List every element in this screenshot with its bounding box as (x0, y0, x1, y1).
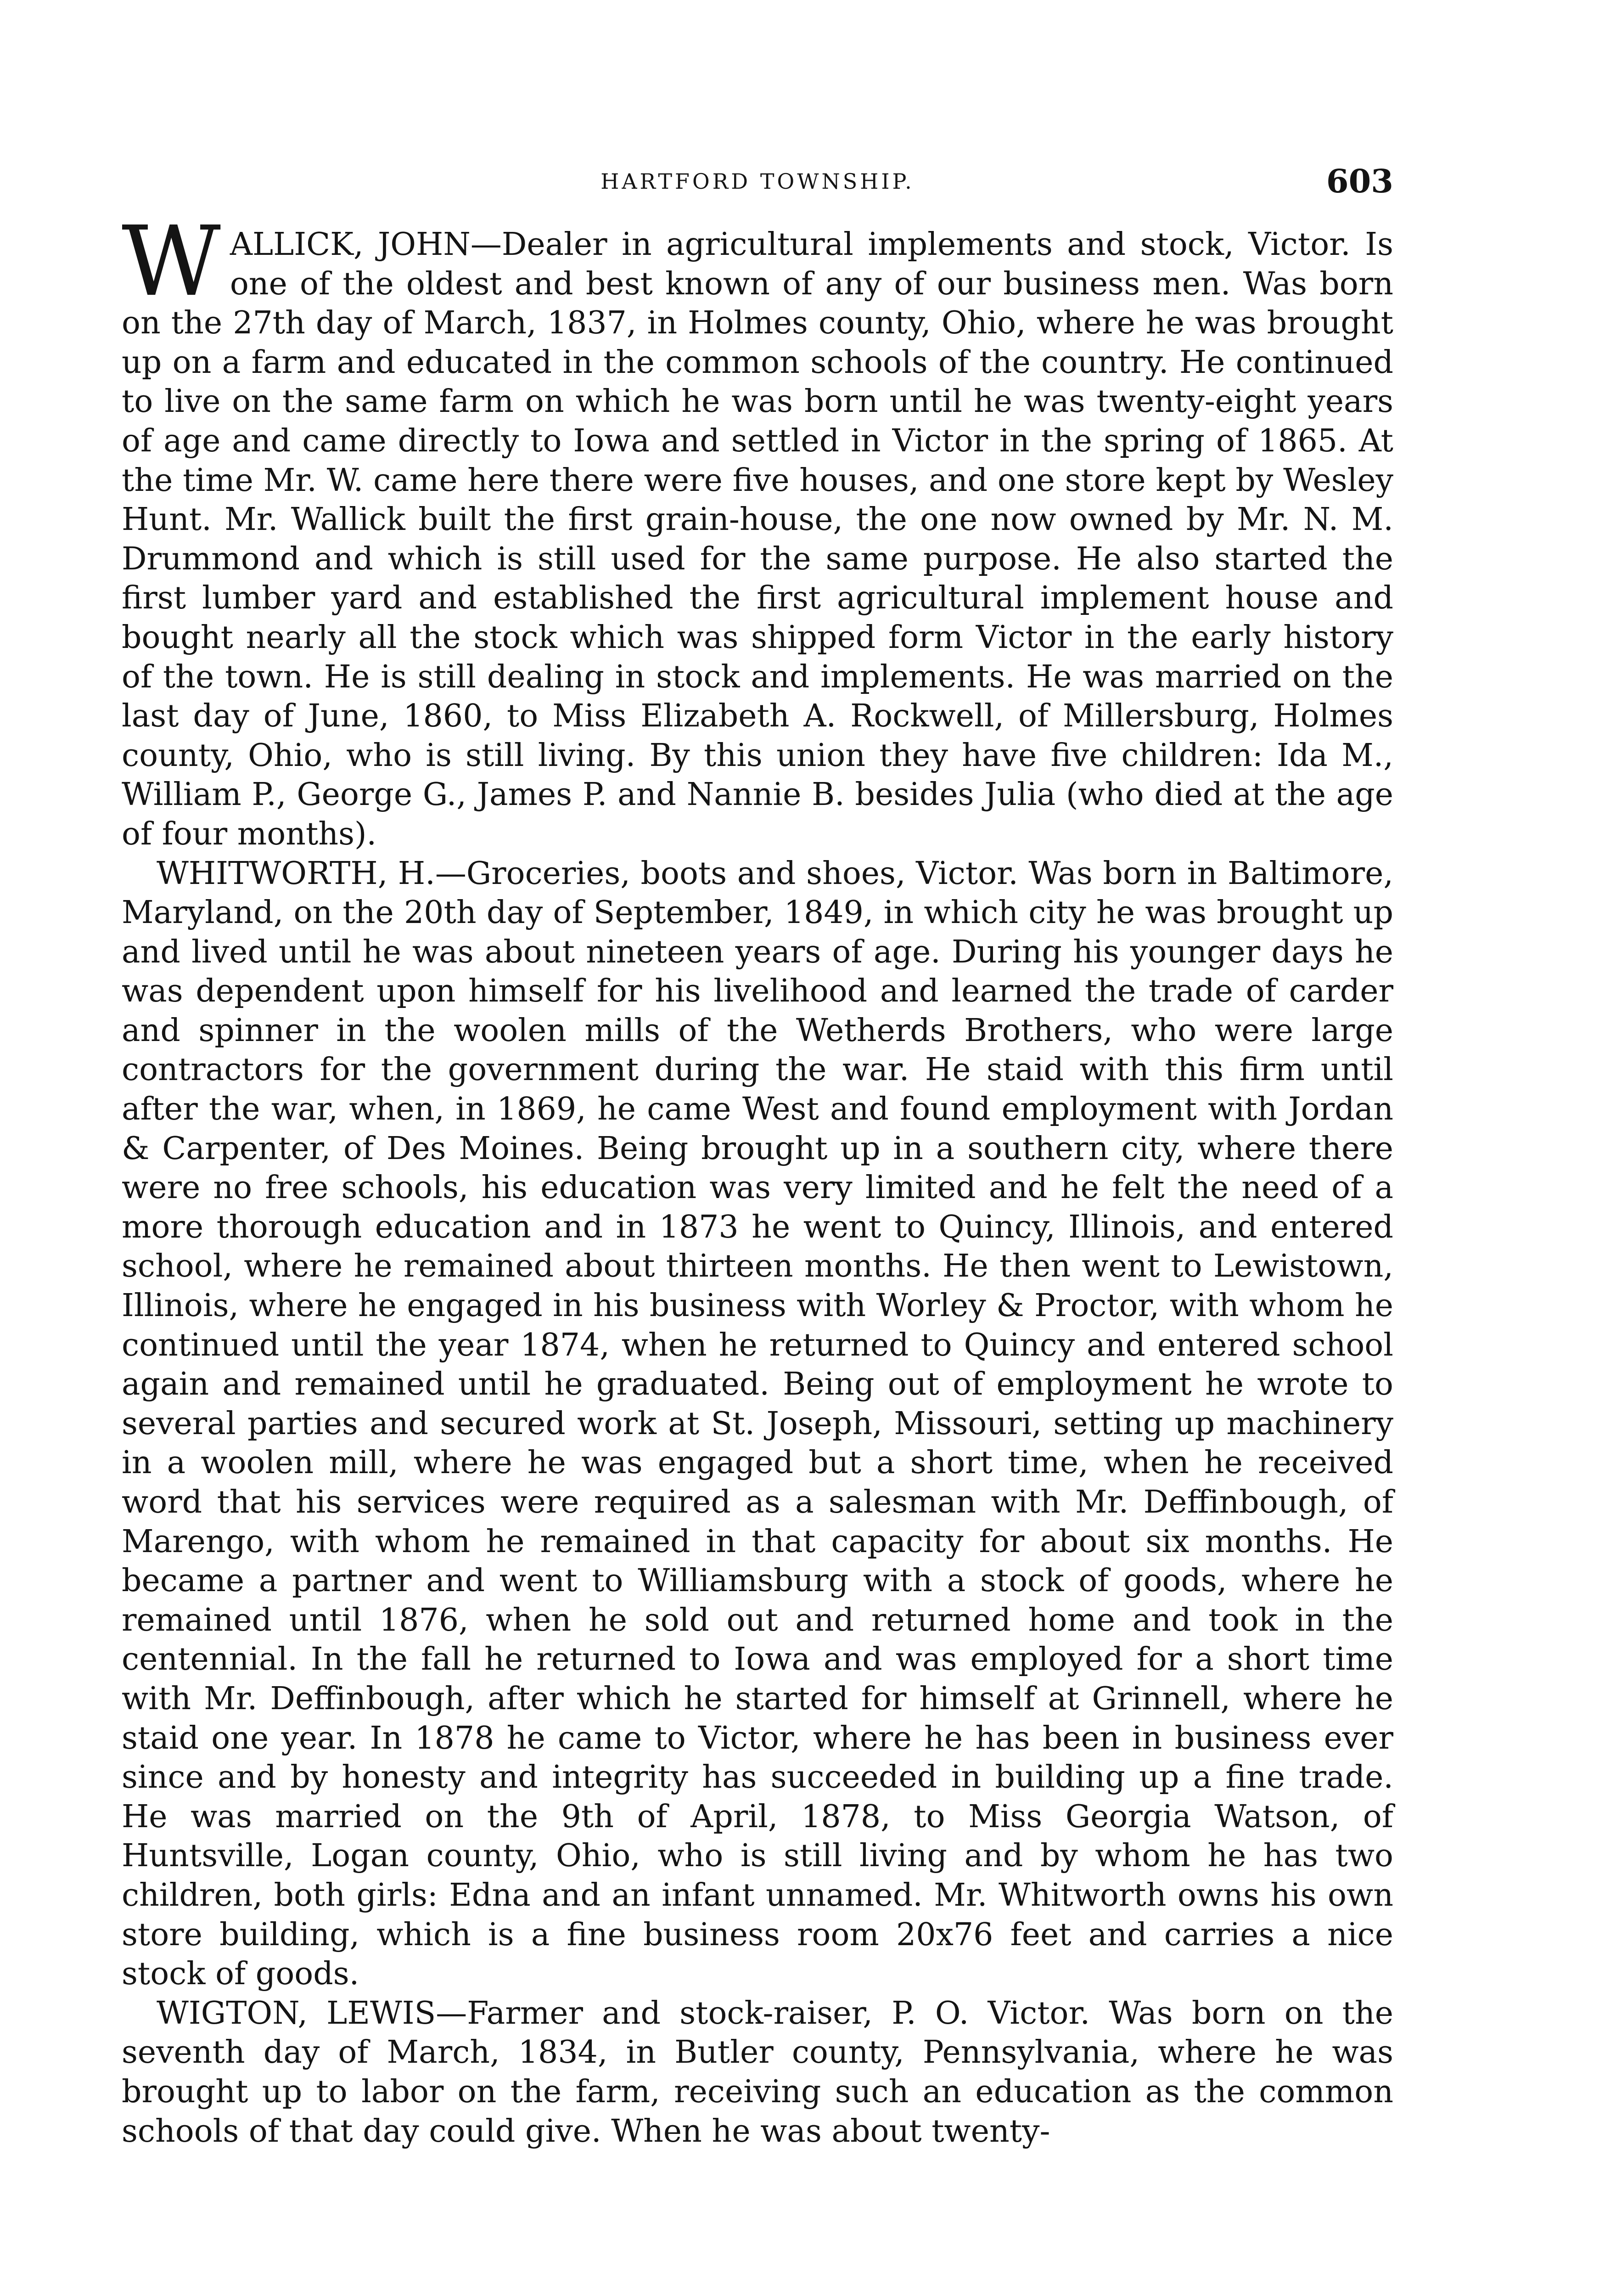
entry-wigton (122, 1994, 1393, 2151)
drop-cap: W (122, 205, 221, 318)
entry-whitworth-text: WHITWORTH, H.—Groceries, boots and shoes, Victor. Was born in Baltimore, Maryland, on the 20th day of September, 1849, in which city he was brought up and lived until he was about nineteen years of age. During his younger days he was dependent upon himself for his livelihood and learned the trade of carder and spinner in the woolen mills of the Wetherds Brothers, who were large contractors for the government during the war. He staid with this firm until after the war, when, in 1869, he came West and found employment with Jordan & Carpenter, of Des Moines. Being brought up in a southern city, where there were no free schools, his education was very limited and he felt the need of a more thorough education and in 1873 he went to Quincy, Illinois, and entered school, where he remained about thirteen months. He then went to Lewistown, Illinois, where he engaged in his business with Worley & Proctor, with whom he continued until the year 1874, when he returned to Quincy and entered school again and remained until he graduated. Being out of employment he wrote to several parties and secured work at St. Joseph, Missouri, setting up machinery in a woolen mill, where he was engaged but a short time, when he received word that his services were required as a salesman with Mr. Deffinbough, of Marengo, with whom he remained in that capacity for about six months. He became a partner and went to Williamsburg with a stock of goods, where he remained until 1876, when he sold out and returned home and took in the centennial. In the fall he returned to Iowa and was employed for a short time with Mr. Deffinbough, after which he started for himself at Grinnell, where he staid one year. In 1878 he came to Victor, where he has been in business ever since and by honesty and integrity has succeeded in building up a fine trade. He was married on the 9th of April, 1878, to Miss Georgia Watson, of Huntsville, Logan county, Ohio, who is still living and by whom he has two children, both girls: Edna and an infant unnamed. Mr. Whitworth owns his own store building, which is a fine business room 20x76 feet and carries a nice stock of goods. (122, 855, 1393, 1992)
running-title: HARTFORD TOWNSHIP. (600, 169, 915, 194)
entry-whitworth (122, 854, 1393, 1994)
entry-wallick (122, 205, 1393, 854)
entry-wallick-text: ALLICK, JOHN—Dealer in agricultural implements and stock, Victor. Is one of the oldest and best known of any of our business men. Was born on the 27th day of March, 1837, in Holmes county, Ohio, where he was brought up on a farm and educated in the common schools of the country. He continued to live on the same farm on which he was born until he was twenty-eight years of age and came directly to Iowa and settled in Victor in the spring of 1865. At the time Mr. W. came here there were five houses, and one store kept by Wesley Hunt. Mr. Wallick built the first grain-house, the one now owned by Mr. N. M. Drummond and which is still used for the same purpose. He also started the first lumber yard and established the first agricultural implement house and bought nearly all the stock which was shipped form Victor in the early history of the town. He is still dealing in stock and implements. He was married on the last day of June, 1860, to Miss Elizabeth A. Rockwell, of Millersburg, Holmes county, Ohio, who is still living. By this union they have five children: Ida M., William P., George G., James P. and Nannie B. besides Julia (who died at the age of four months). (122, 226, 1393, 852)
page-number: 603 (1326, 162, 1393, 200)
entry-wigton-text: WIGTON, LEWIS—Farmer and stock-raiser, P. O. Victor. Was born on the seventh day of March, 1834, in Butler county, Pennsylvania, where he was brought up to labor on the farm, receiving such an education as the common schools of that day could give. When he was about twenty- (122, 1995, 1393, 2150)
body-text (122, 205, 1393, 2151)
running-head (122, 163, 1393, 200)
